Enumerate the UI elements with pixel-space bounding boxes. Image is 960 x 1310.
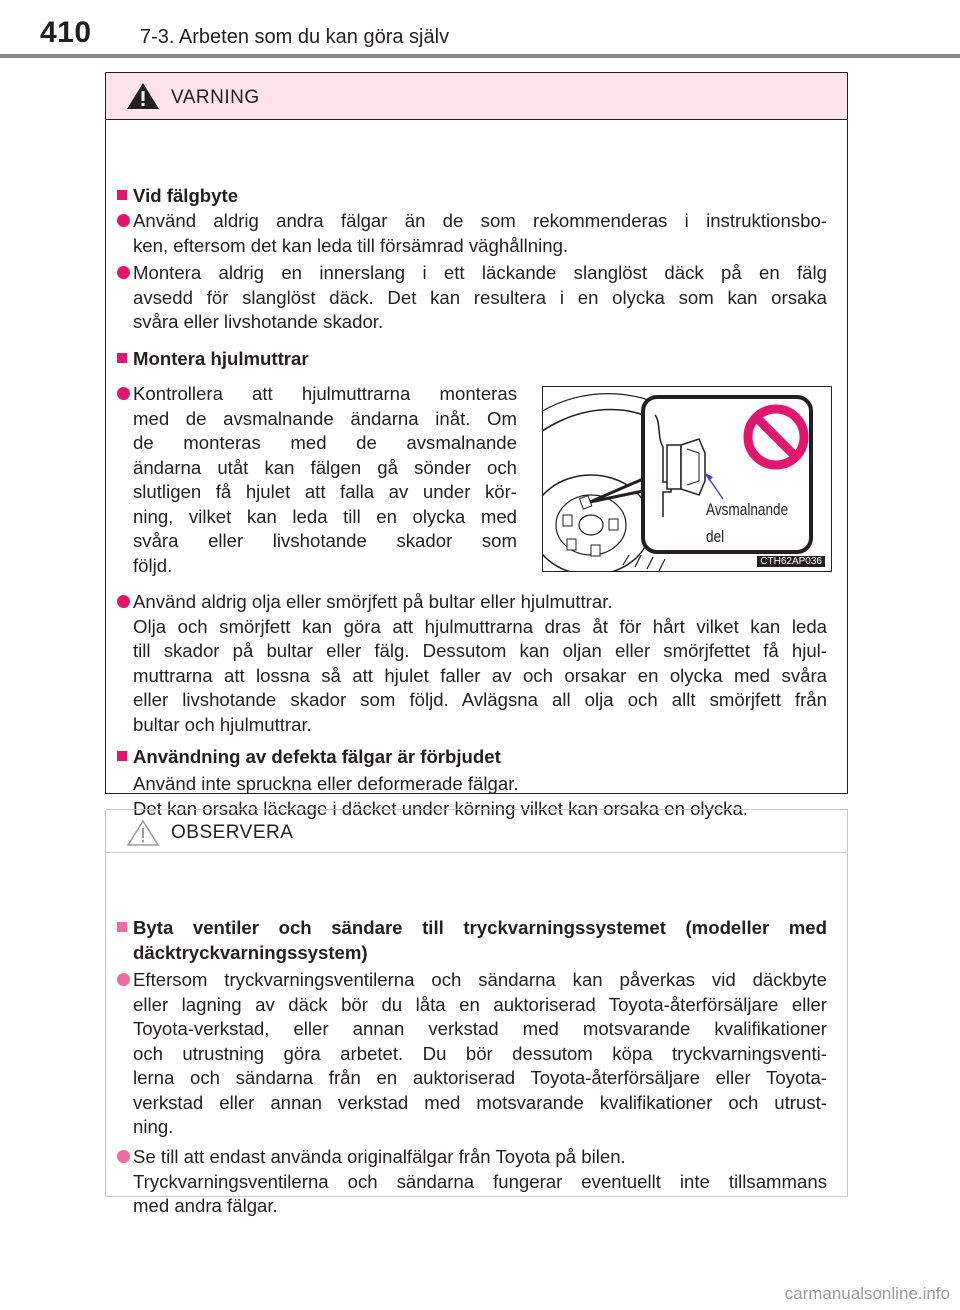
bullet-dot-icon [117, 1150, 130, 1163]
bullet-item: Se till att endast använda originalfälgar från Toyota på bilen. Tryckvarningsventilerna och sändarna fungerar eventuellt inte tillsammans med andra fälgar. [117, 1145, 827, 1219]
notice-box [105, 809, 848, 1216]
figure-label: del [706, 527, 725, 546]
page-number: 410 [40, 16, 92, 49]
warning-triangle-icon [126, 82, 160, 110]
section-heading: Montera hjulmuttrar [117, 346, 827, 371]
square-bullet-icon [117, 353, 127, 363]
square-bullet-icon [117, 922, 127, 932]
bullet-dot-icon [117, 387, 130, 400]
bullet-dot-icon [117, 595, 130, 608]
section-heading: Vid fälgbyte [117, 183, 827, 208]
bullet-item: Använd aldrig andra fälgar än de som rekommenderas i instruktionsbo- ken, eftersom det kan leda till försämrad väghållning. [117, 209, 827, 258]
watermark: carmanualsonline.info [784, 1284, 950, 1303]
section-heading: Byta ventiler och sändare till tryckvarningssystemet (modeller med däcktryckvarningssystem) [117, 915, 827, 965]
bullet-dot-icon [117, 214, 130, 227]
warning-header [106, 73, 847, 120]
caution-triangle-icon [126, 819, 160, 847]
warning-label: VARNING [171, 87, 260, 108]
bullet-item: Använd aldrig olja eller smörjfett på bultar eller hjulmuttrar. Olja och smörjfett kan göra att hjulmuttrarna dras åt för hårt vilket kan leda till skador på bultar eller fälg. Dessutom kan oljan eller smörjfettet få hjul- muttrarna att lossna så att hjulet faller av och orsakar en olycka med svåra eller livshotande skador som följd. Avlägsna all olja och allt smörjfett från bultar och hjulmuttrar. [117, 590, 827, 737]
warning-box [105, 72, 848, 819]
square-bullet-icon [117, 190, 127, 200]
figure-code: CTH62AP036 [757, 556, 825, 567]
section-title: 7-3. Arbeten som du kan göra själv [140, 26, 450, 48]
header-rule [0, 54, 960, 58]
section-heading: Användning av defekta fälgar är förbjudet [117, 744, 827, 769]
bullet-item: Montera aldrig en innerslang i ett läckande slanglöst däck på en fälg avsedd för slanglöst däck. Det kan resultera i en olycka som kan orsaka svåra eller livshotande skador. [117, 261, 827, 335]
bullet-dot-icon [117, 266, 130, 279]
bullet-item: Kontrollera att hjulmuttrarna monteras med de avsmalnande ändarna inåt. Om de monteras med de avsmalnande ändarna utåt kan fälgen gå sönder och slutligen få hjulet att falla av under kör- ning, vilket kan leda till en olycka med svåra eller livshotande skador som följd. [117, 382, 517, 578]
square-bullet-icon [117, 751, 127, 761]
bullet-dot-icon [117, 973, 130, 986]
wheel-nut-illustration [542, 386, 832, 572]
page-header [0, 0, 960, 56]
paragraph: Använd inte spruckna eller deformerade fälgar. Det kan orsaka läckage i däcket under körning vilket kan orsaka en olycka. [133, 773, 748, 819]
bullet-item: Eftersom tryckvarningsventilerna och sändarna kan påverkas vid däckbyte eller lagning av däck bör du låta en auktoriserad Toyota-återförsäljare eller Toyota-verkstad, eller annan verkstad med motsvarande kvalifikationer och utrustning göra arbetet. Du bör dessutom köpa tryckvarningsventi- lerna och sändarna från en auktoriserad Toyota-återförsäljare eller Toyota- verkstad eller annan verkstad med motsvarande kvalifikationer och utrust- ning. [117, 968, 827, 1140]
notice-label: OBSERVERA [171, 822, 294, 843]
figure-label: Avsmalnande [706, 500, 789, 519]
notice-header [106, 810, 847, 853]
wheel-nut-drawing [543, 387, 832, 572]
